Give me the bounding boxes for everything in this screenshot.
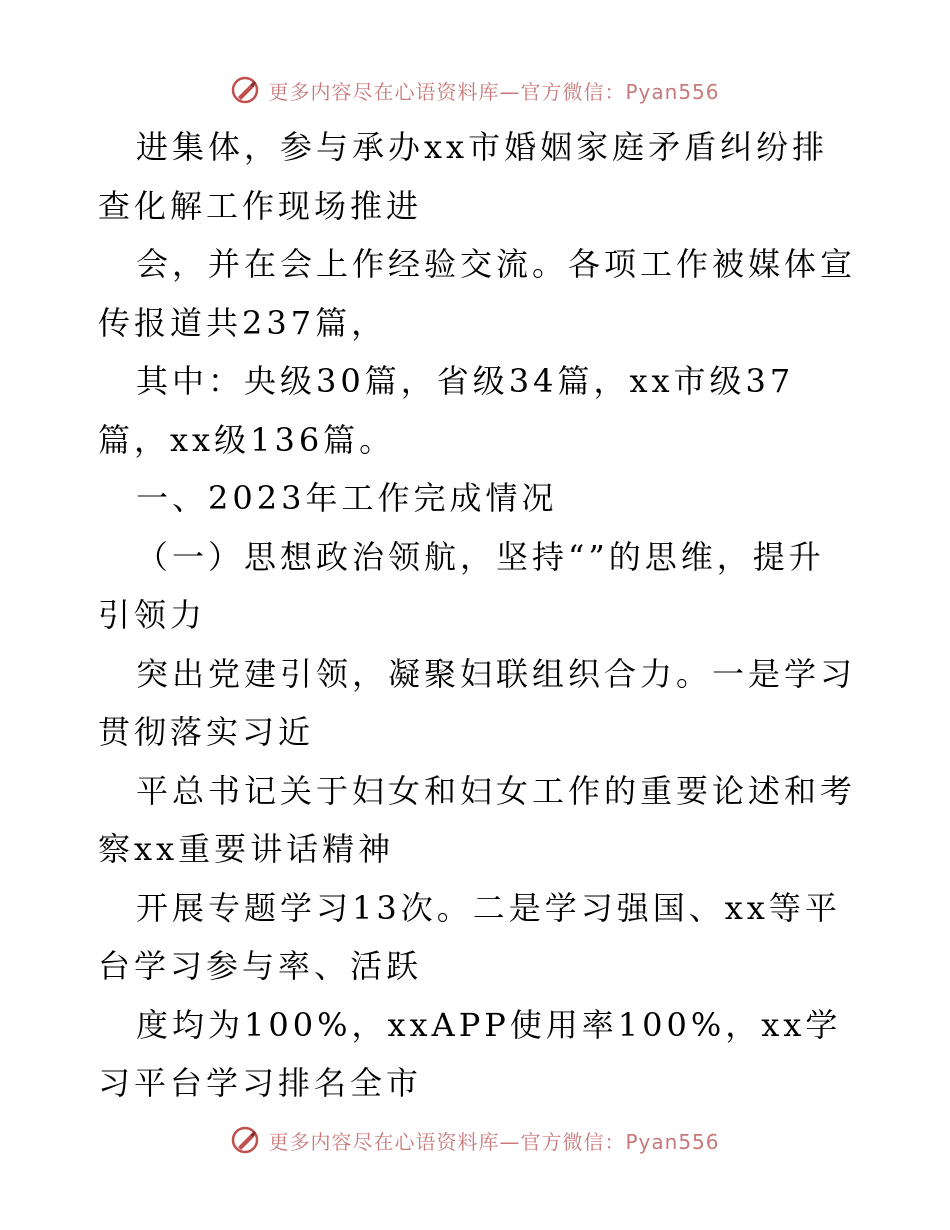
subsection-heading: （一）思想政治领航，坚持“”的思维，提升引领力: [98, 537, 825, 634]
watermark-official-text: 官方微信：: [520, 1129, 626, 1154]
watermark-text: [268, 1126, 719, 1155]
pen-logo-icon: [230, 75, 260, 105]
watermark-dash: —: [499, 1129, 521, 1154]
document-body: [98, 118, 858, 1113]
watermark-footer: [0, 1122, 950, 1158]
watermark-id-text: Pyan556: [625, 1129, 720, 1154]
paragraph-7: 平总书记关于妇女和妇女工作的重要论述和考察xx重要讲话精神: [98, 771, 857, 868]
paragraph-9: 度均为100%，xxAPP使用率100%，xx学习平台学习排名全市: [98, 1005, 842, 1102]
paragraph-2: 会，并在会上作经验交流。各项工作被媒体宣传报道共237篇，: [98, 245, 857, 342]
section-heading: 一、2023年工作完成情况: [136, 479, 558, 517]
paragraph-1: 进集体，参与承办xx市婚姻家庭矛盾纠纷排查化解工作现场推进: [98, 128, 829, 225]
watermark-main-text: 更多内容尽在心语资料库: [268, 1129, 500, 1154]
paragraph-8: 开展专题学习13次。二是学习强国、xx等平台学习参与率、活跃: [98, 888, 841, 985]
pen-logo-icon: [230, 1125, 260, 1155]
watermark-main-text: 更多内容尽在心语资料库: [268, 79, 500, 104]
watermark-dash: —: [499, 79, 521, 104]
watermark-header: [0, 72, 950, 108]
watermark-text: [268, 76, 719, 105]
paragraph-6: 突出党建引领，凝聚妇联组织合力。一是学习贯彻落实习近: [98, 654, 857, 751]
watermark-id-text: Pyan556: [625, 79, 720, 104]
watermark-official-text: 官方微信：: [520, 79, 626, 104]
paragraph-3: 其中：央级30篇，省级34篇，xx市级37篇，xx级136篇。: [98, 362, 795, 459]
